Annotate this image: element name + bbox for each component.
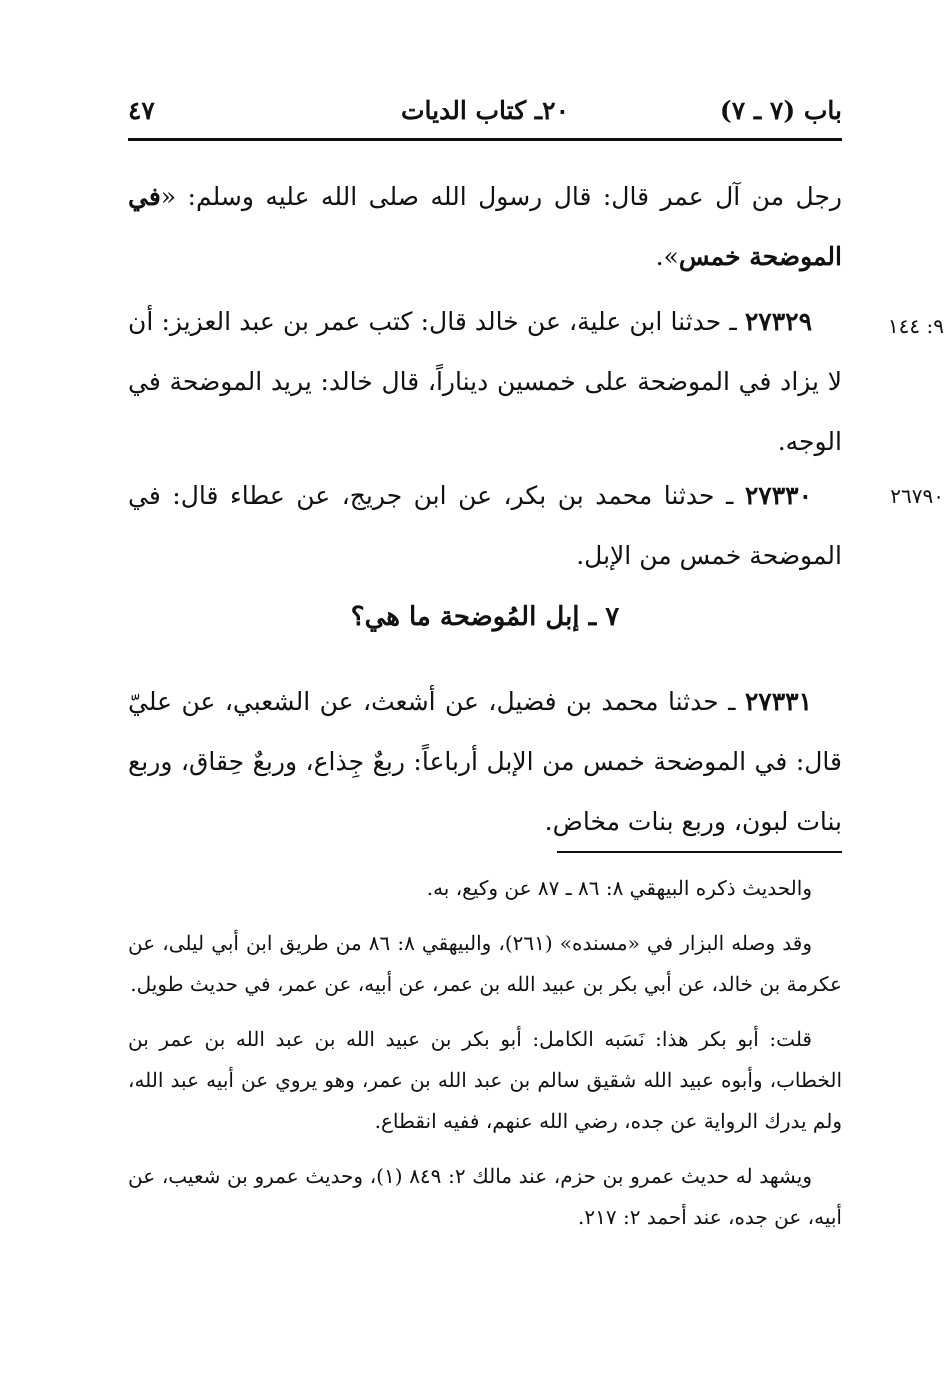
- hadith-entry: [128, 292, 842, 472]
- header-book-title: ٢٠ـ كتاب الديات: [401, 96, 569, 125]
- footnote-paragraph: والحديث ذكره البيهقي ٨: ٨٦ ـ ٨٧ عن وكيع، به.: [426, 876, 812, 900]
- footnotes: [128, 868, 842, 1252]
- footnote-separator: [557, 851, 842, 853]
- header-rule: [128, 138, 842, 141]
- running-header: [128, 92, 842, 136]
- footnote-paragraph: وقد وصله البزار في «مسنده» (٢٦١)، والبيهقي ٨: ٨٦ من طريق ابن أبي ليلى، عن عكرمة بن خالد، عن أبي بكر بن عبيد الله بن عمر، عن أبيه، عن عمر، في حديث طويل.: [128, 931, 842, 996]
- continuation-paragraph: [128, 167, 842, 287]
- continuation-end: ».: [655, 242, 679, 271]
- footnote-paragraph: ويشهد له حديث عمرو بن حزم، عند مالك ٢: ٨٤٩ (١)، وحديث عمرو بن شعيب، عن أبيه، عن جده، عند أحمد ٢: ٢١٧.: [128, 1164, 842, 1229]
- hadith-entry: [128, 466, 842, 586]
- header-chapter: باب (٧ ـ ٧): [719, 96, 842, 125]
- continuation-text: رجل من آل عمر قال: قال رسول الله صلى الله عليه وسلم: «: [160, 182, 842, 211]
- hadith-number: ٢٧٣٢٩: [744, 307, 812, 336]
- margin-reference: ٢٦٧٩٠: [890, 484, 944, 508]
- page-number: ٤٧: [128, 96, 155, 125]
- section-heading: ٧ ـ إبل المُوضحة ما هي؟: [350, 602, 620, 632]
- prophetic-quote: في الموضحة خمس: [128, 182, 842, 271]
- hadith-text: ـ حدثنا محمد بن فضيل، عن أشعث، عن الشعبي، عن عليّ قال: في الموضحة خمس من الإبل أرباعاً: ربعٌ جِذاع، وربعٌ حِقاق، وربع بنات لبون، وربع بنات مخاض.: [128, 687, 842, 836]
- margin-reference: ٩: ١٤٤: [887, 314, 944, 338]
- hadith-text: ـ حدثنا محمد بن بكر، عن ابن جريج، عن عطاء قال: في الموضحة خمس من الإبل.: [128, 481, 842, 570]
- hadith-number: ٢٧٣٣١: [744, 687, 812, 716]
- hadith-number: ٢٧٣٣٠: [744, 481, 812, 510]
- hadith-text: ـ حدثنا ابن علية، عن خالد قال: كتب عمر بن عبد العزيز: أن لا يزاد في الموضحة على خمسين ديناراً، قال خالد: يريد الموضحة في الوجه.: [128, 307, 842, 456]
- hadith-entry: [128, 672, 842, 852]
- footnote-paragraph: قلت: أبو بكر هذا: نَسَبه الكامل: أبو بكر بن عبيد الله بن عبد الله بن عمر بن الخطاب، وأبوه عبيد الله شقيق سالم بن عبد الله بن عمر، وهو يروي عن أبيه عبد الله، ولم يدرك الرواية عن جده، رضي الله عنهم، ففيه انقطاع.: [128, 1027, 842, 1133]
